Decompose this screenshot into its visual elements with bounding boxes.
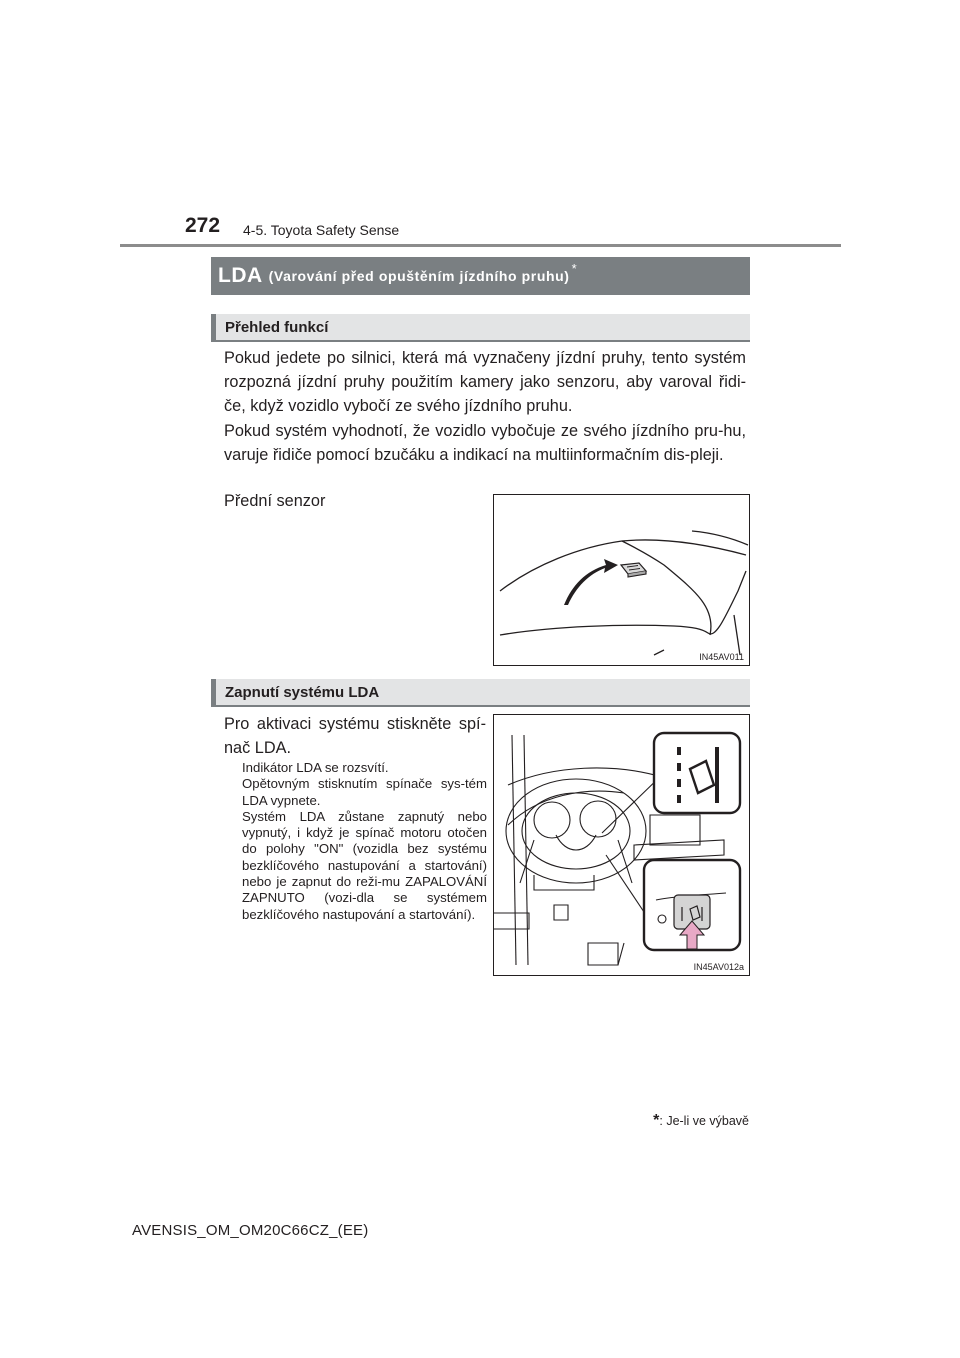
dashboard-illustration (494, 715, 749, 975)
title-subtitle: (Varování před opuštěním jízdního pruhu) (268, 268, 570, 284)
title-main: LDA (218, 264, 263, 287)
switch-on-notes (242, 760, 487, 923)
document-code: AVENSIS_OM_OM20C66CZ_(EE) (132, 1222, 369, 1239)
overview-heading: Přehled funkcí (211, 314, 750, 340)
camera-sensor-icon (621, 563, 646, 577)
note-memory: Systém LDA zůstane zapnutý nebo vypnutý, i když je spínač motoru otočen do polohy "ON" (vozidla bez systému bezklíčového nastupování a startování) nebo je zapnut do reži-mu ZAPALOVÁNÍ ZAPNUTO (vozi-dla se systémem bezklíčového nastupování a startování). (242, 808, 487, 922)
overview-paragraph-2: Pokud systém vyhodnotí, že vozidlo vybočuje ze svého jízdního pru-hu, varuje řidiče pomocí bzučáku a indikací na multiinformačním dis-pleji. (224, 422, 746, 464)
switch-on-heading: Zapnutí systému LDA (211, 679, 750, 705)
header-divider (120, 244, 841, 247)
switch-on-instruction: Pro aktivaci systému stiskněte spí-nač LDA. (224, 715, 486, 757)
footnote-text: : Je-li ve výbavě (659, 1114, 749, 1128)
title-asterisk: * (571, 260, 577, 276)
page-number: 272 (185, 214, 221, 237)
page-title (211, 257, 750, 295)
sensor-label: Přední senzor (224, 492, 326, 510)
pointer-arrow (564, 559, 618, 605)
footnote (653, 1112, 749, 1130)
overview-paragraph-1: Pokud jedete po silnici, která má vyznačeny jízdní pruhy, tento systém rozpozná jízdní pruhy použitím kamery jako senzoru, aby varoval řidi-če, když vozidlo vybočí ze svého jízdního pruhu. (224, 349, 746, 415)
overview-heading-rule (211, 340, 750, 342)
front-sensor-figure (493, 494, 750, 666)
windshield-illustration (494, 495, 749, 665)
footnote-asterisk: * (653, 1112, 660, 1129)
note-press-again: Opětovným stisknutím spínače sys-tém LDA vypnete. (242, 776, 487, 808)
figure-1-code: IN45AV011 (699, 652, 744, 662)
figure-2-code: IN45AV012a (693, 962, 744, 972)
switch-on-heading-rule (211, 705, 750, 707)
note-indicator-on: Indikátor LDA se rozsvítí. (242, 760, 389, 775)
lda-switch-figure (493, 714, 750, 976)
section-name: 4-5. Toyota Safety Sense (243, 222, 400, 238)
